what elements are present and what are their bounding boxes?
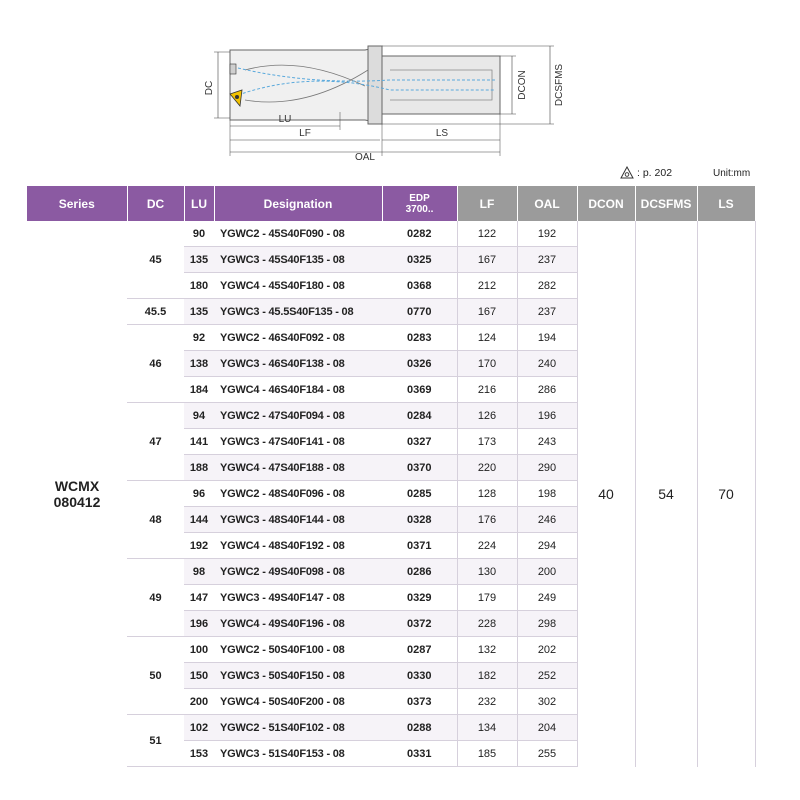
spec-table	[27, 186, 756, 767]
lf-cell: 130	[457, 559, 517, 585]
table-body	[27, 221, 755, 767]
lu-cell: 141	[184, 429, 214, 455]
dcsfms-cell: 54	[635, 221, 697, 767]
designation-cell: YGWC4 - 45S40F180 - 08	[214, 273, 382, 299]
lu-cell: 98	[184, 559, 214, 585]
edp-cell: 0369	[382, 377, 457, 403]
dim-oal: OAL	[354, 152, 376, 163]
lf-cell: 122	[457, 221, 517, 247]
lu-cell: 153	[184, 741, 214, 767]
dc-cell: 48	[127, 481, 184, 559]
edp-cell: 0330	[382, 663, 457, 689]
header-dcsfms: DCSFMS	[635, 186, 697, 221]
oal-cell: 237	[517, 299, 577, 325]
lf-cell: 185	[457, 741, 517, 767]
designation-cell: YGWC2 - 49S40F098 - 08	[214, 559, 382, 585]
lf-cell: 132	[457, 637, 517, 663]
designation-cell: YGWC3 - 45.5S40F135 - 08	[214, 299, 382, 325]
edp-cell: 0370	[382, 455, 457, 481]
lu-cell: 100	[184, 637, 214, 663]
dim-lu: LU	[278, 114, 292, 125]
oal-cell: 246	[517, 507, 577, 533]
unit-label: Unit:mm	[713, 168, 751, 179]
designation-cell: YGWC3 - 50S40F150 - 08	[214, 663, 382, 689]
lf-cell: 173	[457, 429, 517, 455]
header-oal: OAL	[517, 186, 577, 221]
insert-triangle-icon	[620, 166, 634, 179]
designation-cell: YGWC3 - 46S40F138 - 08	[214, 351, 382, 377]
header-dcon: DCON	[577, 186, 635, 221]
lu-cell: 200	[184, 689, 214, 715]
lf-cell: 170	[457, 351, 517, 377]
oal-cell: 194	[517, 325, 577, 351]
edp-cell: 0327	[382, 429, 457, 455]
header-designation: Designation	[214, 186, 382, 221]
lf-cell: 134	[457, 715, 517, 741]
lf-cell: 167	[457, 299, 517, 325]
header-dc: DC	[127, 186, 184, 221]
edp-cell: 0368	[382, 273, 457, 299]
oal-cell: 240	[517, 351, 577, 377]
ls-cell: 70	[697, 221, 755, 767]
insert-reference[interactable]	[620, 166, 672, 179]
designation-cell: YGWC3 - 47S40F141 - 08	[214, 429, 382, 455]
lf-cell: 220	[457, 455, 517, 481]
dc-cell: 45	[127, 221, 184, 299]
lf-cell: 224	[457, 533, 517, 559]
designation-cell: YGWC2 - 45S40F090 - 08	[214, 221, 382, 247]
lu-cell: 135	[184, 247, 214, 273]
designation-cell: YGWC2 - 46S40F092 - 08	[214, 325, 382, 351]
designation-cell: YGWC2 - 50S40F100 - 08	[214, 637, 382, 663]
oal-cell: 243	[517, 429, 577, 455]
header-edp-line1: EDP	[409, 192, 430, 204]
dc-cell: 49	[127, 559, 184, 637]
lu-cell: 150	[184, 663, 214, 689]
oal-cell: 282	[517, 273, 577, 299]
header-edp-line2: 3700..	[405, 203, 434, 215]
edp-cell: 0326	[382, 351, 457, 377]
lf-cell: 167	[457, 247, 517, 273]
lf-cell: 228	[457, 611, 517, 637]
lf-cell: 216	[457, 377, 517, 403]
designation-cell: YGWC4 - 49S40F196 - 08	[214, 611, 382, 637]
edp-cell: 0284	[382, 403, 457, 429]
lu-cell: 196	[184, 611, 214, 637]
designation-cell: YGWC3 - 51S40F153 - 08	[214, 741, 382, 767]
edp-cell: 0288	[382, 715, 457, 741]
oal-cell: 302	[517, 689, 577, 715]
oal-cell: 294	[517, 533, 577, 559]
drill-shank	[382, 56, 500, 114]
lu-cell: 92	[184, 325, 214, 351]
oal-cell: 202	[517, 637, 577, 663]
series-line2: 080412	[53, 493, 101, 510]
header-lf: LF	[457, 186, 517, 221]
designation-cell: YGWC2 - 47S40F094 - 08	[214, 403, 382, 429]
edp-cell: 0373	[382, 689, 457, 715]
designation-cell: YGWC2 - 51S40F102 - 08	[214, 715, 382, 741]
series-cell	[27, 221, 127, 767]
lf-cell: 179	[457, 585, 517, 611]
designation-cell: YGWC3 - 45S40F135 - 08	[214, 247, 382, 273]
dim-ls: LS	[435, 128, 449, 139]
edp-cell: 0328	[382, 507, 457, 533]
oal-cell: 255	[517, 741, 577, 767]
edp-cell: 0283	[382, 325, 457, 351]
edp-cell: 0287	[382, 637, 457, 663]
dim-dcon: DCON	[517, 70, 528, 100]
reference-page: : p. 202	[637, 166, 673, 179]
oal-cell: 237	[517, 247, 577, 273]
oal-cell: 198	[517, 481, 577, 507]
edp-cell: 0372	[382, 611, 457, 637]
oal-cell: 286	[517, 377, 577, 403]
lf-cell: 126	[457, 403, 517, 429]
edp-cell: 0325	[382, 247, 457, 273]
lf-cell: 212	[457, 273, 517, 299]
lf-cell: 128	[457, 481, 517, 507]
lu-cell: 90	[184, 221, 214, 247]
lu-cell: 102	[184, 715, 214, 741]
drill-head-outline	[230, 46, 382, 124]
edp-cell: 0371	[382, 533, 457, 559]
designation-cell: YGWC4 - 50S40F200 - 08	[214, 689, 382, 715]
lf-cell: 182	[457, 663, 517, 689]
insert-top-icon	[230, 64, 236, 74]
oal-cell: 192	[517, 221, 577, 247]
edp-cell: 0282	[382, 221, 457, 247]
lf-cell: 176	[457, 507, 517, 533]
lf-cell: 232	[457, 689, 517, 715]
designation-cell: YGWC4 - 47S40F188 - 08	[214, 455, 382, 481]
drill-drawing	[190, 40, 580, 165]
designation-cell: YGWC2 - 48S40F096 - 08	[214, 481, 382, 507]
dc-cell: 51	[127, 715, 184, 767]
lu-cell: 144	[184, 507, 214, 533]
lf-cell: 124	[457, 325, 517, 351]
lu-cell: 135	[184, 299, 214, 325]
designation-cell: YGWC3 - 49S40F147 - 08	[214, 585, 382, 611]
designation-cell: YGWC3 - 48S40F144 - 08	[214, 507, 382, 533]
designation-cell: YGWC4 - 46S40F184 - 08	[214, 377, 382, 403]
header-row	[27, 186, 755, 221]
edp-cell: 0329	[382, 585, 457, 611]
designation-cell: YGWC4 - 48S40F192 - 08	[214, 533, 382, 559]
lu-cell: 188	[184, 455, 214, 481]
lu-cell: 147	[184, 585, 214, 611]
dc-cell: 50	[127, 637, 184, 715]
edp-cell: 0285	[382, 481, 457, 507]
dc-cell: 47	[127, 403, 184, 481]
header-ls: LS	[697, 186, 755, 221]
lu-cell: 96	[184, 481, 214, 507]
header-series: Series	[27, 186, 127, 221]
dim-lf: LF	[299, 128, 311, 139]
dc-cell: 45.5	[127, 299, 184, 325]
insert-screw-icon	[235, 95, 239, 99]
header-lu: LU	[184, 186, 214, 221]
flange	[368, 46, 382, 124]
edp-cell: 0331	[382, 741, 457, 767]
oal-cell: 200	[517, 559, 577, 585]
oal-cell: 196	[517, 403, 577, 429]
lu-cell: 180	[184, 273, 214, 299]
lu-cell: 94	[184, 403, 214, 429]
oal-cell: 298	[517, 611, 577, 637]
lu-cell: 138	[184, 351, 214, 377]
header-edp	[382, 186, 457, 221]
dim-dcsfms: DCSFMS	[554, 63, 565, 107]
oal-cell: 252	[517, 663, 577, 689]
lu-cell: 184	[184, 377, 214, 403]
dim-dc: DC	[204, 80, 215, 96]
table-row	[27, 221, 755, 247]
oal-cell: 290	[517, 455, 577, 481]
series-line1: WCMX	[54, 477, 100, 494]
oal-cell: 204	[517, 715, 577, 741]
edp-cell: 0286	[382, 559, 457, 585]
oal-cell: 249	[517, 585, 577, 611]
dcon-cell: 40	[577, 221, 635, 767]
lu-cell: 192	[184, 533, 214, 559]
edp-cell: 0770	[382, 299, 457, 325]
dc-cell: 46	[127, 325, 184, 403]
